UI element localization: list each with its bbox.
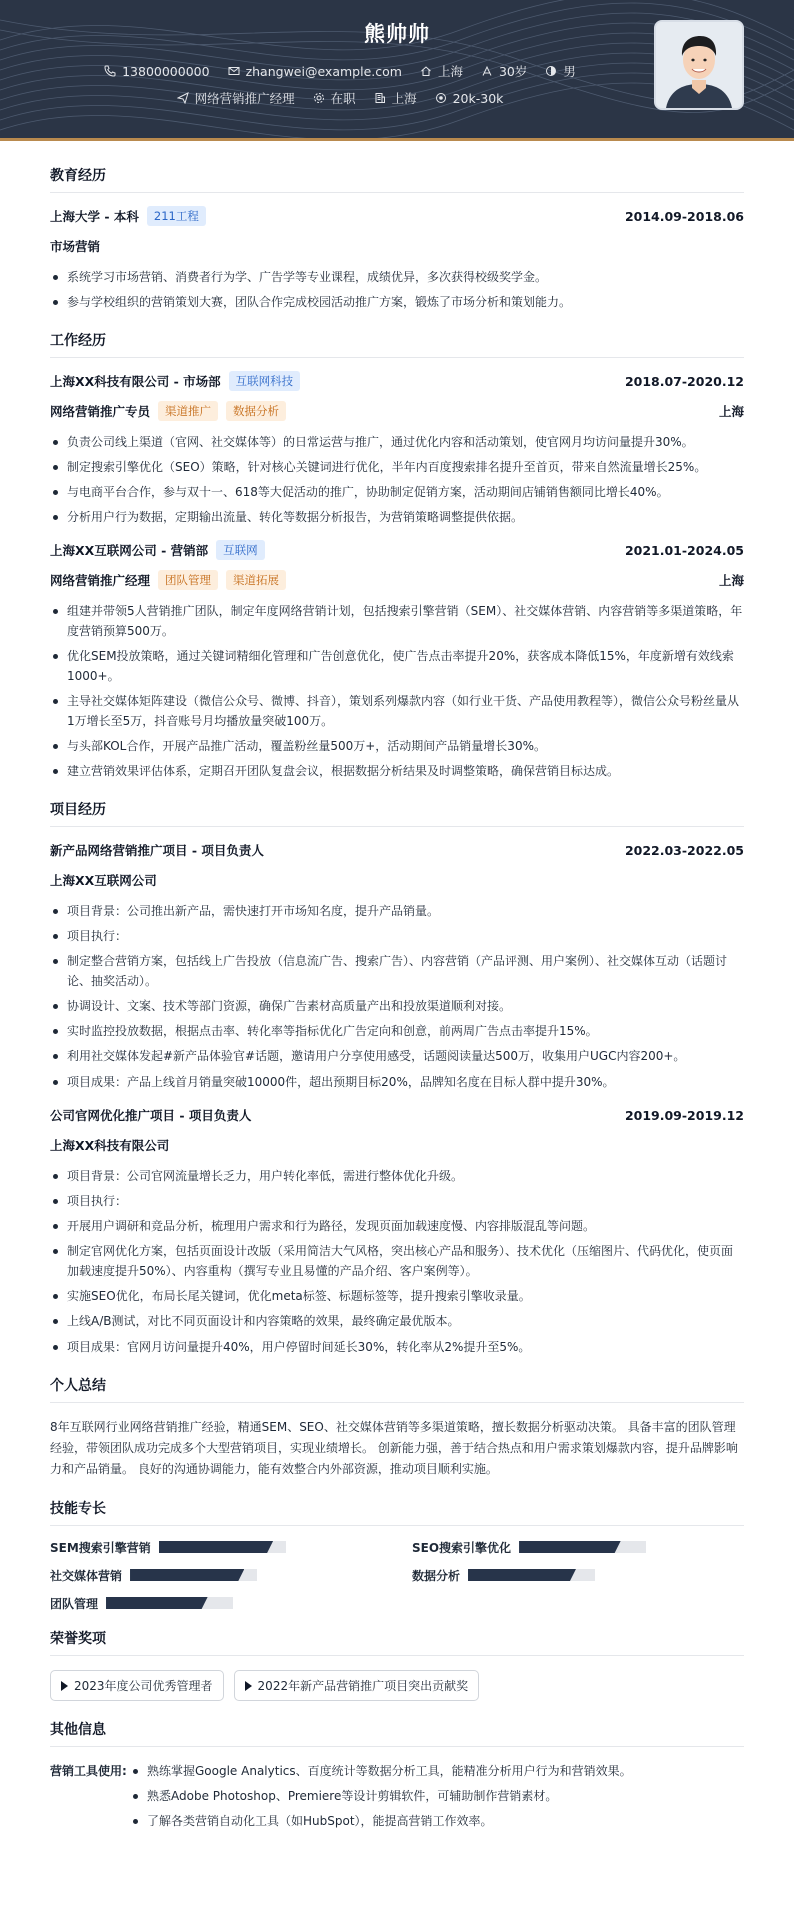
project-period: 2022.03-2022.05 bbox=[624, 842, 744, 858]
skill-bar bbox=[106, 1597, 233, 1609]
email-item bbox=[228, 62, 402, 80]
list-item: 制定搜索引擎优化（SEO）策略，针对核心关键词进行优化，半年内百度搜索排名提升至首页，带来自然流量增长25%。 bbox=[50, 457, 744, 477]
skill-bar bbox=[468, 1569, 595, 1581]
position-item bbox=[177, 89, 295, 107]
project-name: 新产品网络营销推广项目 - 项目负责人 bbox=[50, 843, 264, 858]
skill-bar-fill bbox=[468, 1569, 576, 1581]
job-city: 上海 bbox=[718, 404, 744, 419]
building-icon bbox=[374, 92, 386, 104]
status-item bbox=[313, 89, 356, 107]
section-title: 工作经历 bbox=[50, 330, 744, 358]
city-text: 上海 bbox=[437, 64, 463, 79]
resume-header bbox=[0, 0, 794, 141]
phone-text: 13800000000 bbox=[122, 63, 210, 79]
skill-tag: 渠道拓展 bbox=[226, 570, 286, 590]
age-item bbox=[481, 62, 527, 80]
list-item: 利用社交媒体发起#新产品体验官#话题，邀请用户分享使用感受，话题阅读量达500万，收集用户UGC内容200+。 bbox=[50, 1046, 744, 1066]
section-title: 其他信息 bbox=[50, 1719, 744, 1747]
skill-name: 数据分析 bbox=[412, 1568, 461, 1583]
skill-bar-fill bbox=[106, 1597, 208, 1609]
skills-section bbox=[50, 1498, 744, 1610]
section-title: 荣誉奖项 bbox=[50, 1628, 744, 1656]
play-icon bbox=[245, 1681, 252, 1691]
skill-tag: 数据分析 bbox=[226, 401, 286, 421]
target-city-text: 上海 bbox=[391, 91, 417, 106]
project-entry bbox=[50, 841, 744, 1092]
age-text: 30岁 bbox=[498, 64, 528, 79]
project-result: 项目成果：产品上线首月销量突破10000件，超出预期目标20%，品牌知名度在目标人群中提升30%。 bbox=[50, 1072, 744, 1092]
list-item: 协调设计、文案、技术等部门资源，确保广告素材高质量产出和投放渠道顺利对接。 bbox=[50, 996, 744, 1016]
job-intent-row bbox=[90, 89, 590, 107]
skill-bar-fill bbox=[519, 1541, 621, 1553]
list-item: 组建并带领5人营销推广团队，制定年度网络营销计划，包括搜索引擎营销（SEM）、社交媒体营销、内容营销等多渠道策略，年度营销预算500万。 bbox=[50, 601, 744, 641]
skill-item bbox=[50, 1540, 382, 1554]
list-item: 实施SEO优化，布局长尾关键词，优化meta标签、标题标签等，提升搜索引擎收录量。 bbox=[50, 1286, 744, 1306]
summary-section bbox=[50, 1375, 744, 1480]
target-city-item bbox=[374, 89, 417, 107]
project-name: 公司官网优化推广项目 - 项目负责人 bbox=[50, 1108, 252, 1123]
work-section bbox=[50, 330, 744, 781]
list-item: 开展用户调研和竞品分析，梳理用户需求和行为路径，发现页面加载速度慢、内容排版混乱等问题。 bbox=[50, 1216, 744, 1236]
company-name: 上海XX科技有限公司 - 市场部 bbox=[50, 374, 221, 389]
list-item: 优化SEM投放策略，通过关键词精细化管理和广告创意优化，使广告点击率提升20%，获客成本降低15%，年度新增有效线索1000+。 bbox=[50, 646, 744, 686]
skill-tag: 团队管理 bbox=[158, 570, 218, 590]
job-period: 2018.07-2020.12 bbox=[624, 373, 744, 389]
job-entry bbox=[50, 372, 744, 527]
list-item: 项目执行： bbox=[50, 1191, 744, 1211]
skill-bar bbox=[519, 1541, 646, 1553]
skill-bar-fill bbox=[130, 1569, 244, 1581]
project-period: 2019.09-2019.12 bbox=[624, 1107, 744, 1123]
salary-item bbox=[435, 89, 504, 107]
skill-bar bbox=[159, 1541, 286, 1553]
mail-icon bbox=[228, 65, 240, 77]
skill-item bbox=[50, 1596, 382, 1610]
section-title: 技能专长 bbox=[50, 1498, 744, 1526]
project-entry bbox=[50, 1106, 744, 1357]
list-item: 分析用户行为数据，定期输出流量、转化等数据分析报告，为营销策略调整提供依据。 bbox=[50, 507, 744, 527]
list-item: 上线A/B测试，对比不同页面设计和内容策略的效果，最终确定最优版本。 bbox=[50, 1311, 744, 1331]
awards-section bbox=[50, 1628, 744, 1701]
send-icon bbox=[177, 92, 189, 104]
award-badge bbox=[234, 1670, 480, 1701]
projects-section bbox=[50, 799, 744, 1357]
play-icon bbox=[61, 1681, 68, 1691]
list-item: 制定官网优化方案，包括页面设计改版（采用简洁大气风格，突出核心产品和服务）、技术优化（压缩图片、代码优化，使页面加载速度提升50%）、内容重构（撰写专业且易懂的产品介绍、客户案例等）。 bbox=[50, 1241, 744, 1281]
list-item: 实时监控投放数据，根据点击率、转化率等指标优化广告定向和创意，前两周广告点击率提升15%。 bbox=[50, 1021, 744, 1041]
school-name: 上海大学 - 本科 bbox=[50, 209, 139, 224]
city-item bbox=[420, 62, 463, 80]
profile-photo bbox=[654, 20, 744, 110]
other-label: 营销工具使用: bbox=[50, 1764, 127, 1778]
award-text: 2023年度公司优秀管理者 bbox=[74, 1679, 213, 1693]
project-company: 上海XX互联网公司 bbox=[50, 873, 157, 888]
summary-text: 8年互联网行业网络营销推广经验，精通SEM、SEO、社交媒体营销等多渠道策略，擅长数据分析驱动决策。 具备丰富的团队管理经验，带领团队成功完成多个大型营销项目，实现业绩增长。 创新能力强，善于结合热点和用户需求策划爆款内容，提升品牌影响力和产品销量。 良好的沟通协调能力，能有效整合内外部资源，推动项目顺利实施。 bbox=[50, 1420, 738, 1476]
job-entry bbox=[50, 541, 744, 781]
list-item: 熟练掌握Google Analytics、百度统计等数据分析工具，能精准分析用户行为和营销效果。 bbox=[130, 1761, 744, 1781]
job-period: 2021.01-2024.05 bbox=[624, 542, 744, 558]
list-item: 主导社交媒体矩阵建设（微信公众号、微博、抖音），策划系列爆款内容（如行业干货、产品使用教程等），微信公众号粉丝量从1万增长至5万，抖音账号月均播放量突破100万。 bbox=[50, 691, 744, 731]
list-item: 项目背景：公司推出新产品，需快速打开市场知名度，提升产品销量。 bbox=[50, 901, 744, 921]
list-item: 项目背景：公司官网流量增长乏力，用户转化率低，需进行整体优化升级。 bbox=[50, 1166, 744, 1186]
other-section bbox=[50, 1719, 744, 1836]
gender-item bbox=[545, 62, 576, 80]
education-period: 2014.09-2018.06 bbox=[624, 208, 744, 224]
candidate-name: 熊帅帅 bbox=[364, 22, 430, 46]
list-item: 建立营销效果评估体系，定期召开团队复盘会议，根据数据分析结果及时调整策略，确保营销目标达成。 bbox=[50, 761, 744, 781]
list-item: 负责公司线上渠道（官网、社交媒体等）的日常运营与推广，通过优化内容和活动策划，使官网月均访问量提升30%。 bbox=[50, 432, 744, 452]
list-item: 与头部KOL合作，开展产品推广活动，覆盖粉丝量500万+，活动期间产品销量增长30%。 bbox=[50, 736, 744, 756]
skill-name: SEO搜索引擎优化 bbox=[412, 1540, 512, 1555]
list-item: 与电商平台合作，参与双十一、618等大促活动的推广，协助制定促销方案，活动期间店铺销售额同比增长40%。 bbox=[50, 482, 744, 502]
list-item: 了解各类营销自动化工具（如HubSpot），能提高营销工作效率。 bbox=[130, 1811, 744, 1831]
job-role: 网络营销推广经理 bbox=[50, 573, 151, 588]
list-item: 熟悉Adobe Photoshop、Premiere等设计剪辑软件，可辅助制作营销素材。 bbox=[130, 1786, 744, 1806]
phone-icon bbox=[104, 65, 116, 77]
phone-item bbox=[104, 62, 209, 80]
job-city: 上海 bbox=[718, 573, 744, 588]
skill-item bbox=[412, 1568, 744, 1582]
list-item: 系统学习市场营销、消费者行为学、广告学等专业课程，成绩优异，多次获得校级奖学金。 bbox=[50, 267, 744, 287]
education-section bbox=[50, 165, 744, 312]
position-text: 网络营销推广经理 bbox=[194, 91, 295, 106]
project-company: 上海XX科技有限公司 bbox=[50, 1138, 170, 1153]
list-item: 项目执行： bbox=[50, 926, 744, 946]
company-name: 上海XX互联网公司 - 营销部 bbox=[50, 543, 209, 558]
award-text: 2022年新产品营销推广项目突出贡献奖 bbox=[257, 1679, 469, 1693]
home-icon bbox=[420, 65, 432, 77]
skill-name: 团队管理 bbox=[50, 1596, 99, 1611]
section-title: 教育经历 bbox=[50, 165, 744, 193]
skill-name: 社交媒体营销 bbox=[50, 1568, 123, 1583]
skill-tag: 渠道推广 bbox=[158, 401, 218, 421]
gear-icon bbox=[313, 92, 325, 104]
school-tag: 211工程 bbox=[147, 206, 206, 226]
project-result: 项目成果：官网月访问量提升40%，用户停留时间延长30%，转化率从2%提升至5%。 bbox=[50, 1337, 744, 1357]
status-text: 在职 bbox=[330, 91, 356, 106]
skill-bar bbox=[130, 1569, 257, 1581]
skill-name: SEM搜索引擎营销 bbox=[50, 1540, 151, 1555]
user-icon bbox=[481, 65, 493, 77]
industry-tag: 互联网科技 bbox=[229, 371, 301, 391]
gender-text: 男 bbox=[563, 64, 576, 79]
gender-icon bbox=[545, 65, 557, 77]
major-name: 市场营销 bbox=[50, 239, 101, 254]
industry-tag: 互联网 bbox=[216, 540, 265, 560]
target-icon bbox=[435, 92, 447, 104]
section-title: 个人总结 bbox=[50, 1375, 744, 1403]
section-title: 项目经历 bbox=[50, 799, 744, 827]
skill-item bbox=[412, 1540, 744, 1554]
email-text: zhangwei@example.com bbox=[245, 63, 402, 79]
skill-item bbox=[50, 1568, 382, 1582]
skill-bar-fill bbox=[159, 1541, 273, 1553]
avatar bbox=[656, 22, 742, 108]
job-role: 网络营销推广专员 bbox=[50, 404, 151, 419]
contact-row bbox=[90, 62, 590, 80]
list-item: 制定整合营销方案，包括线上广告投放（信息流广告、搜索广告）、内容营销（产品评测、用户案例）、社交媒体互动（话题讨论、抽奖活动）。 bbox=[50, 951, 744, 991]
award-badge bbox=[50, 1670, 224, 1701]
list-item: 参与学校组织的营销策划大赛，团队合作完成校园活动推广方案，锻炼了市场分析和策划能力。 bbox=[50, 292, 744, 312]
salary-text: 20k-30k bbox=[452, 90, 504, 106]
